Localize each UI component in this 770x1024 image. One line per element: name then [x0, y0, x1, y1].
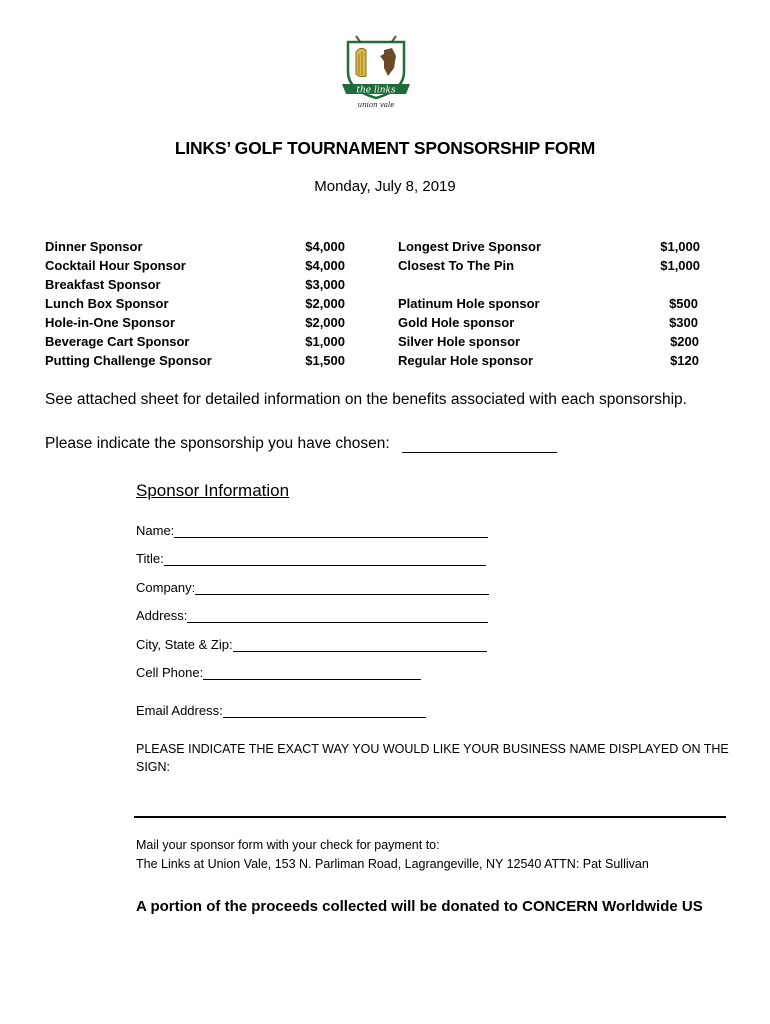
name-input[interactable] — [174, 524, 488, 538]
field-label: City, State & Zip: — [136, 637, 233, 652]
sponsorship-price: $1,000 — [660, 258, 700, 273]
sponsorship-name: Dinner Sponsor — [45, 239, 143, 254]
sign-name-input[interactable] — [134, 816, 726, 818]
sponsorship-price: $4,000 — [305, 258, 345, 273]
mailing-address: The Links at Union Vale, 153 N. Parliman Road, Lagrangeville, NY 12540 ATTN: Pat Sullivan — [136, 857, 649, 871]
donation-note: A portion of the proceeds collected will be donated to CONCERN Worldwide US — [136, 898, 703, 915]
sponsorship-name: Gold Hole sponsor — [398, 315, 515, 330]
sponsorship-name: Silver Hole sponsor — [398, 334, 521, 349]
sponsorship-price: $200 — [670, 334, 699, 349]
sponsorship-name: Closest To The Pin — [398, 258, 515, 273]
company-input[interactable] — [195, 581, 489, 595]
address-field — [136, 608, 488, 623]
field-label: Address: — [136, 608, 188, 623]
attached-sheet-note: See attached sheet for detailed information on the benefits associated with each sponsorship. — [45, 391, 687, 408]
mail-instruction: Mail your sponsor form with your check for payment to: — [136, 838, 440, 852]
event-date: Monday, July 8, 2019 — [314, 178, 456, 195]
sponsor-information-heading: Sponsor Information — [136, 481, 290, 500]
field-label: Cell Phone: — [136, 665, 204, 680]
sponsorship-name: Breakfast Sponsor — [45, 277, 161, 292]
logo-sub-text: union vale — [357, 101, 395, 109]
city-state-zip-field — [136, 637, 487, 652]
email-address-field — [136, 703, 426, 718]
golf-crest-icon — [338, 34, 414, 112]
field-label: Email Address: — [136, 703, 223, 718]
sponsorship-price: $300 — [669, 315, 698, 330]
form-title: LINKS’ GOLF TOURNAMENT SPONSORSHIP FORM — [174, 138, 596, 158]
sponsorship-name: Regular Hole sponsor — [398, 353, 534, 368]
sponsorship-choice-prompt: Please indicate the sponsorship you have chosen: — [45, 435, 390, 452]
title-input[interactable] — [164, 552, 486, 566]
sponsorship-name: Beverage Cart Sponsor — [45, 334, 190, 349]
sign-name-instruction: PLEASE INDICATE THE EXACT WAY YOU WOULD LIKE YOUR BUSINESS NAME DISPLAYED ON THE SIGN: — [136, 742, 729, 774]
cell-phone-input[interactable] — [203, 666, 421, 680]
sponsorship-choice-row — [45, 435, 557, 453]
sponsorship-name: Putting Challenge Sponsor — [45, 353, 212, 368]
sponsorship-price: $2,000 — [305, 296, 345, 311]
company-field — [136, 580, 489, 595]
email-address-input[interactable] — [223, 704, 426, 718]
sponsorship-price: $500 — [669, 296, 698, 311]
field-label: Title: — [136, 551, 164, 566]
sponsorship-price: $1,500 — [305, 353, 345, 368]
field-label: Company: — [136, 580, 196, 595]
logo-banner-text: the links — [356, 85, 396, 96]
city-state-zip-input[interactable] — [233, 638, 487, 652]
sponsorship-price: $3,000 — [305, 277, 345, 292]
address-input[interactable] — [187, 609, 488, 623]
sponsorship-price: $1,000 — [660, 239, 700, 254]
sponsorship-choice-input[interactable] — [402, 436, 557, 453]
name-field — [136, 523, 488, 538]
sponsorship-price: $2,000 — [305, 315, 345, 330]
sponsorship-name: Platinum Hole sponsor — [398, 296, 540, 311]
cell-phone-field — [136, 665, 421, 680]
sponsorship-name: Lunch Box Sponsor — [45, 296, 169, 311]
sponsorship-price: $4,000 — [305, 239, 345, 254]
sponsorship-name: Hole-in-One Sponsor — [45, 315, 175, 330]
the-links-logo — [338, 34, 414, 112]
field-label: Name: — [136, 523, 175, 538]
sponsorship-price: $120 — [670, 353, 699, 368]
sponsorship-price: $1,000 — [305, 334, 345, 349]
title-field — [136, 551, 486, 566]
sponsorship-name: Longest Drive Sponsor — [398, 239, 542, 254]
sponsorship-name: Cocktail Hour Sponsor — [45, 258, 186, 273]
